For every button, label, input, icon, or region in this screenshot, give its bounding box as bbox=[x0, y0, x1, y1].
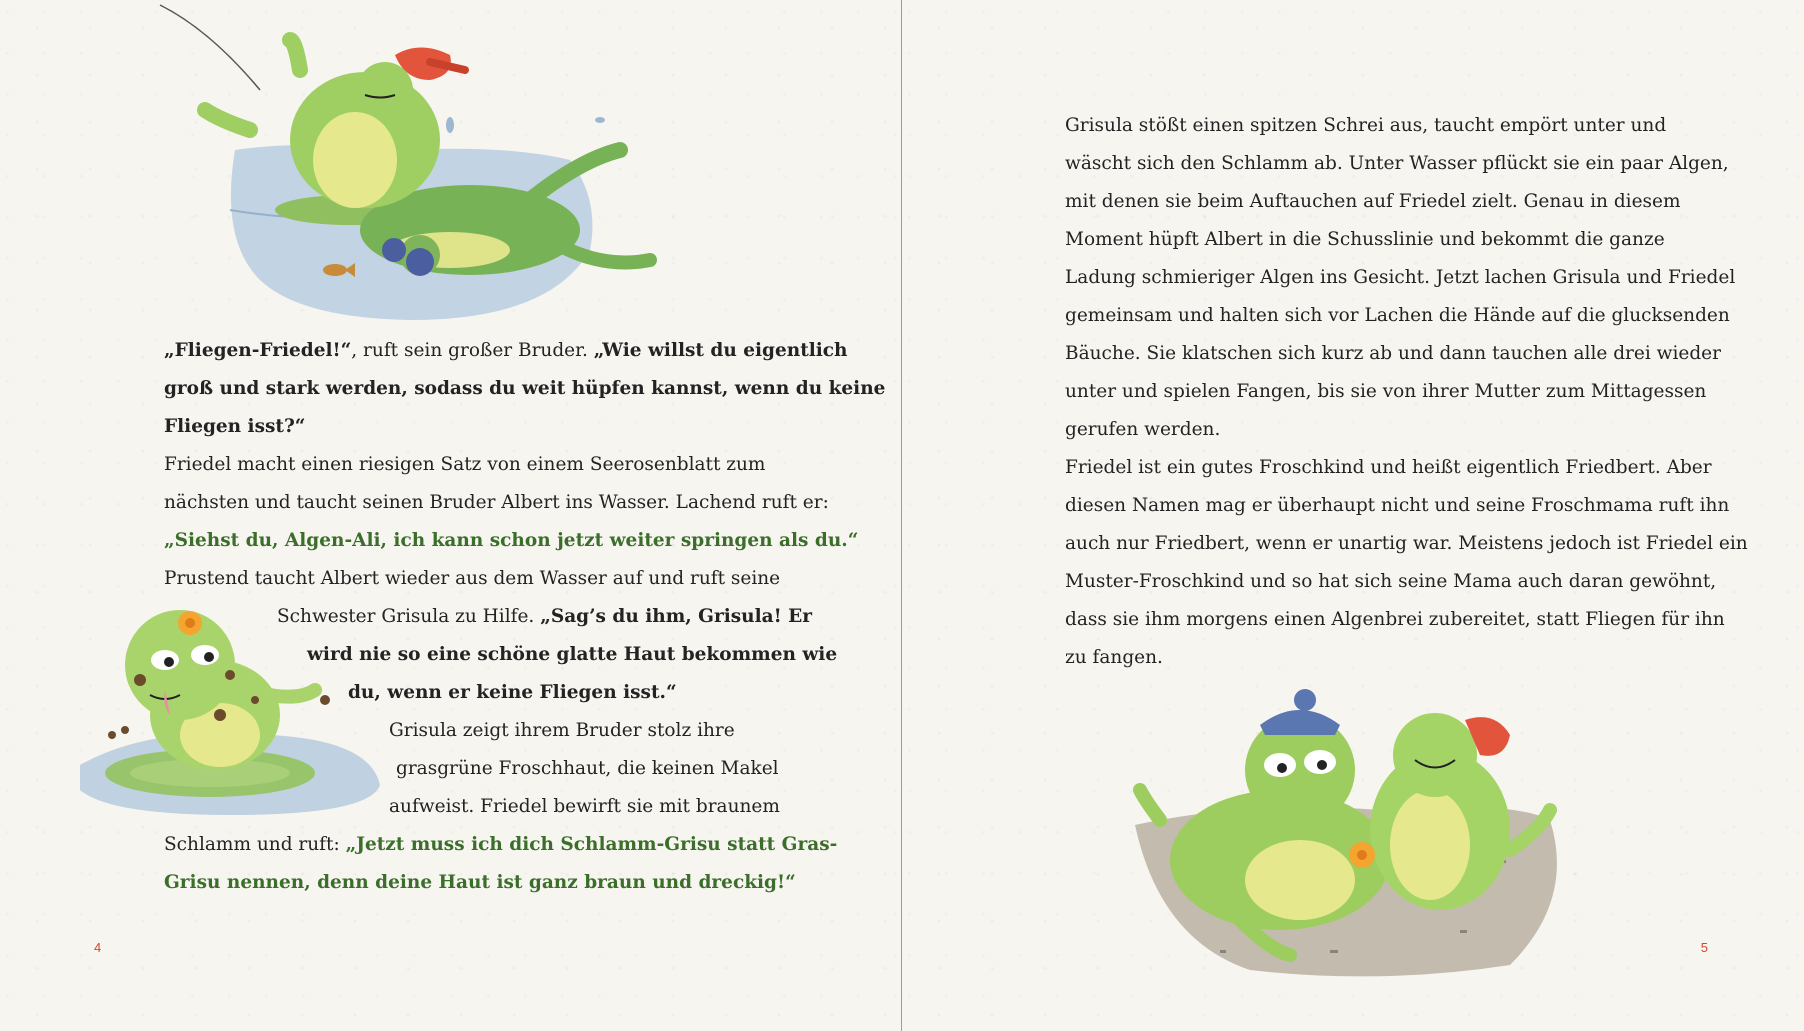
three-frogs-laughing-illustration bbox=[1130, 680, 1580, 985]
right-page bbox=[902, 0, 1804, 1031]
bold-speech-text: „Fliegen-Friedel!“ bbox=[164, 340, 352, 361]
narration-text: Friedel macht einen riesigen Satz von einem Seerosenblatt zum bbox=[164, 454, 766, 475]
text-line bbox=[164, 864, 885, 902]
text-line bbox=[1065, 601, 1748, 639]
narration-text: unter und spielen Fangen, bis sie von ihrer Mutter zum Mittagessen bbox=[1065, 381, 1707, 402]
bold-speech-text: du, wenn er keine Fliegen isst.“ bbox=[348, 682, 677, 703]
frogs-splashing-illustration bbox=[150, 0, 690, 330]
right-page-text bbox=[1065, 107, 1748, 677]
text-line bbox=[1065, 373, 1748, 411]
text-line bbox=[164, 522, 885, 560]
narration-text: nächsten und taucht seinen Bruder Albert ins Wasser. Lachend ruft er: bbox=[164, 492, 829, 513]
narration-text: Friedel ist ein gutes Froschkind und heißt eigentlich Friedbert. Aber bbox=[1065, 457, 1712, 478]
text-line bbox=[1065, 525, 1748, 563]
text-line bbox=[164, 788, 885, 826]
text-line bbox=[164, 446, 885, 484]
text-line bbox=[164, 560, 885, 598]
narration-text: dass sie ihm morgens einen Algenbrei zubereitet, statt Fliegen für ihn bbox=[1065, 609, 1725, 630]
narration-text: aufweist. Friedel bewirft sie mit braunem bbox=[389, 796, 780, 817]
page-number-left: 4 bbox=[94, 940, 102, 955]
text-line bbox=[1065, 449, 1748, 487]
narration-text: Schlamm und ruft: bbox=[164, 834, 346, 855]
text-line bbox=[164, 636, 885, 674]
narration-text: Prustend taucht Albert wieder aus dem Wasser auf und ruft seine bbox=[164, 568, 781, 589]
bold-speech-text: wird nie so eine schöne glatte Haut bekommen wie bbox=[307, 644, 838, 665]
bold-speech-text: Fliegen isst?“ bbox=[164, 416, 306, 437]
left-page-text bbox=[164, 332, 885, 902]
speech-text: Grisu nennen, denn deine Haut ist ganz braun und dreckig!“ bbox=[164, 872, 796, 893]
narration-text: Schwester Grisula zu Hilfe. bbox=[277, 606, 541, 627]
bold-speech-text: groß und stark werden, sodass du weit hüpfen kannst, wenn du keine bbox=[164, 378, 886, 399]
narration-text: , ruft sein großer Bruder. bbox=[351, 340, 594, 361]
narration-text: gerufen werden. bbox=[1065, 419, 1221, 440]
narration-text: Muster-Froschkind und so hat sich seine Mama auch daran gewöhnt, bbox=[1065, 571, 1717, 592]
narration-text: Bäuche. Sie klatschen sich kurz ab und dann tauchen alle drei wieder bbox=[1065, 343, 1721, 364]
narration-text: grasgrüne Froschhaut, die keinen Makel bbox=[396, 758, 779, 779]
narration-text: Moment hüpft Albert in die Schusslinie und bekommt die ganze bbox=[1065, 229, 1665, 250]
text-line bbox=[1065, 335, 1748, 373]
text-line bbox=[1065, 297, 1748, 335]
narration-text: diesen Namen mag er überhaupt nicht und seine Froschmama ruft ihn bbox=[1065, 495, 1730, 516]
narration-text: gemeinsam und halten sich vor Lachen die Hände auf die glucksenden bbox=[1065, 305, 1730, 326]
narration-text: Grisula stößt einen spitzen Schrei aus, taucht empört unter und bbox=[1065, 115, 1667, 136]
narration-text: mit denen sie beim Auftauchen auf Friedel zielt. Genau in diesem bbox=[1065, 191, 1681, 212]
bold-speech-text: „Sag’s du ihm, Grisula! Er bbox=[540, 606, 813, 627]
text-line bbox=[164, 332, 885, 370]
bold-speech-text: „Wie willst du eigentlich bbox=[593, 340, 848, 361]
text-line bbox=[1065, 411, 1748, 449]
text-line bbox=[164, 370, 885, 408]
text-line bbox=[164, 826, 885, 864]
narration-text: zu fangen. bbox=[1065, 647, 1163, 668]
text-line bbox=[1065, 145, 1748, 183]
narration-text: Ladung schmieriger Algen ins Gesicht. Jetzt lachen Grisula und Friedel bbox=[1065, 267, 1736, 288]
text-line bbox=[164, 674, 885, 712]
text-line bbox=[1065, 487, 1748, 525]
text-line bbox=[164, 484, 885, 522]
text-line bbox=[1065, 107, 1748, 145]
text-line bbox=[1065, 183, 1748, 221]
text-line bbox=[164, 712, 885, 750]
text-line bbox=[164, 750, 885, 788]
page-number-right: 5 bbox=[1700, 940, 1708, 955]
text-line bbox=[1065, 221, 1748, 259]
text-line bbox=[1065, 563, 1748, 601]
narration-text: Grisula zeigt ihrem Bruder stolz ihre bbox=[389, 720, 735, 741]
narration-text: wäscht sich den Schlamm ab. Unter Wasser pflückt sie ein paar Algen, bbox=[1065, 153, 1729, 174]
text-line bbox=[1065, 639, 1748, 677]
text-line bbox=[1065, 259, 1748, 297]
speech-text: „Siehst du, Algen-Ali, ich kann schon jetzt weiter springen als du.“ bbox=[164, 530, 859, 551]
speech-text: „Jetzt muss ich dich Schlamm-Grisu statt Gras- bbox=[345, 834, 838, 855]
text-line bbox=[164, 408, 885, 446]
text-line bbox=[164, 598, 885, 636]
narration-text: auch nur Friedbert, wenn er unartig war. Meistens jedoch ist Friedel ein bbox=[1065, 533, 1748, 554]
